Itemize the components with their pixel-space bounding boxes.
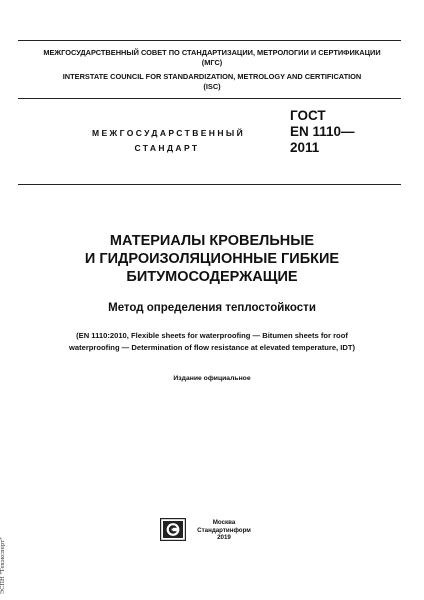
imprint [196, 519, 252, 542]
imprint-city: Москва [212, 519, 236, 526]
imprint-year: 2019 [217, 534, 231, 542]
side-stamp-text: ЭСПН "Техэксперт" [0, 537, 6, 594]
edition-label: Издание официальное [173, 375, 251, 382]
gost-prefix: ГОСТ [290, 108, 326, 123]
standard-type-line1: МЕЖГОСУДАРСТВЕННЫЙ [92, 128, 246, 138]
side-stamp [0, 520, 14, 600]
council-ru-name: МЕЖГОСУДАРСТВЕННЫЙ СОВЕТ ПО СТАНДАРТИЗАЦИИ, МЕТРОЛОГИИ И СЕРТИФИКАЦИИ [43, 48, 381, 57]
standard-type-label [92, 126, 246, 156]
title-line1: МАТЕРИАЛЫ КРОВЕЛЬНЫЕ [109, 233, 315, 249]
method-subtitle: Метод определения теплостойкости [108, 302, 316, 314]
council-ru-abbr: (МГС) [201, 58, 223, 67]
title-line2: И ГИДРОИЗОЛЯЦИОННЫЕ ГИБКИЕ [84, 251, 340, 267]
standard-type-line2: СТАНДАРТ [134, 143, 200, 153]
gost-designation [290, 108, 355, 156]
top-rule [18, 40, 401, 41]
council-en [30, 72, 394, 92]
source-note-line1: (EN 1110:2010, Flexible sheets for waterproofing — Bitumen sheets for roof [76, 331, 348, 340]
gost-year: 2011 [290, 140, 320, 155]
gost-number: EN 1110— [290, 124, 355, 139]
document-title [40, 232, 384, 286]
source-note [20, 330, 404, 354]
council-en-abbr: (ISC) [203, 82, 221, 91]
council-ru [30, 48, 394, 68]
imprint-publisher: Стандартинформ [197, 526, 251, 534]
council-en-name: INTERSTATE COUNCIL FOR STANDARDIZATION, METROLOGY AND CERTIFICATION [62, 72, 362, 81]
header-rule [18, 98, 401, 99]
source-note-line2: waterproofing — Determination of flow resistance at elevated temperature, IDT) [68, 343, 356, 352]
designation-rule [18, 184, 401, 185]
standartinform-logo-icon [160, 518, 186, 541]
title-line3: БИТУМОСОДЕРЖАЩИЕ [126, 269, 298, 285]
